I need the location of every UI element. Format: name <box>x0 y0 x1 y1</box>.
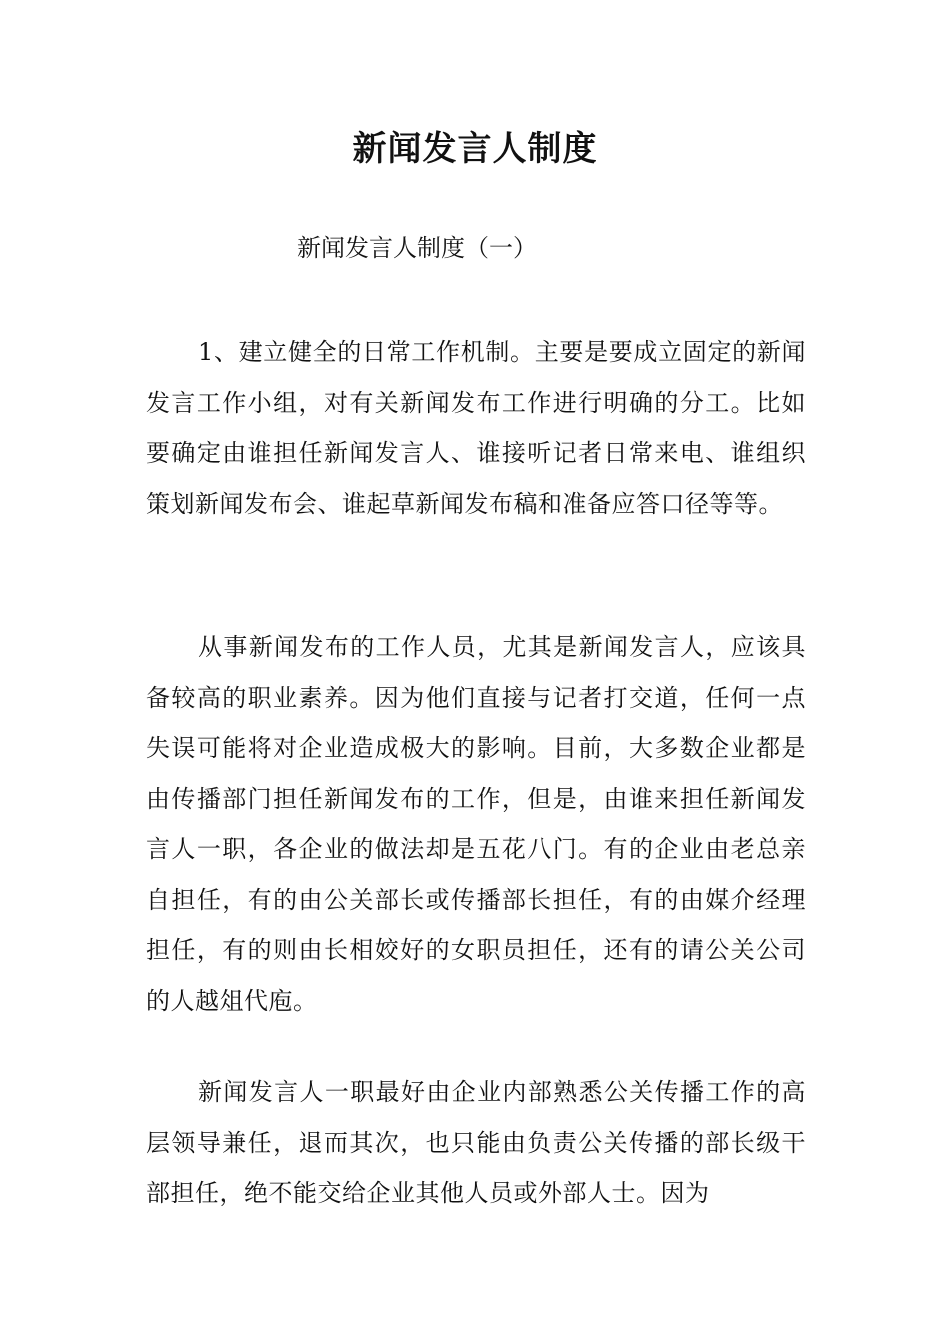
paragraph-3: 新闻发言人一职最好由企业内部熟悉公关传播工作的高层领导兼任，退而其次，也只能由负责公关传播的部长级干部担任，绝不能交给企业其他人员或外部人士。因为 <box>146 1078 806 1207</box>
document-title: 新闻发言人制度 <box>352 129 598 169</box>
document-subtitle: 新闻发言人制度（一） <box>297 234 537 262</box>
paragraph-1: 1、建立健全的日常工作机制。主要是要成立固定的新闻发言工作小组，对有关新闻发布工作进行明确的分工。比如要确定由谁担任新闻发言人、谁接听记者日常来电、谁组织策划新闻发布会、谁起草新闻发布稿和准备应答口径等等。 <box>146 338 806 518</box>
paragraph-2: 从事新闻发布的工作人员，尤其是新闻发言人，应该具备较高的职业素养。因为他们直接与记者打交道，任何一点失误可能将对企业造成极大的影响。目前，大多数企业都是由传播部门担任新闻发布的工作，但是，由谁来担任新闻发言人一职，各企业的做法却是五花八门。有的企业由老总亲自担任，有的由公关部长或传播部长担任，有的由媒介经理担任，有的则由长相姣好的女职员担任，还有的请公关公司的人越俎代庖。 <box>146 633 806 1015</box>
